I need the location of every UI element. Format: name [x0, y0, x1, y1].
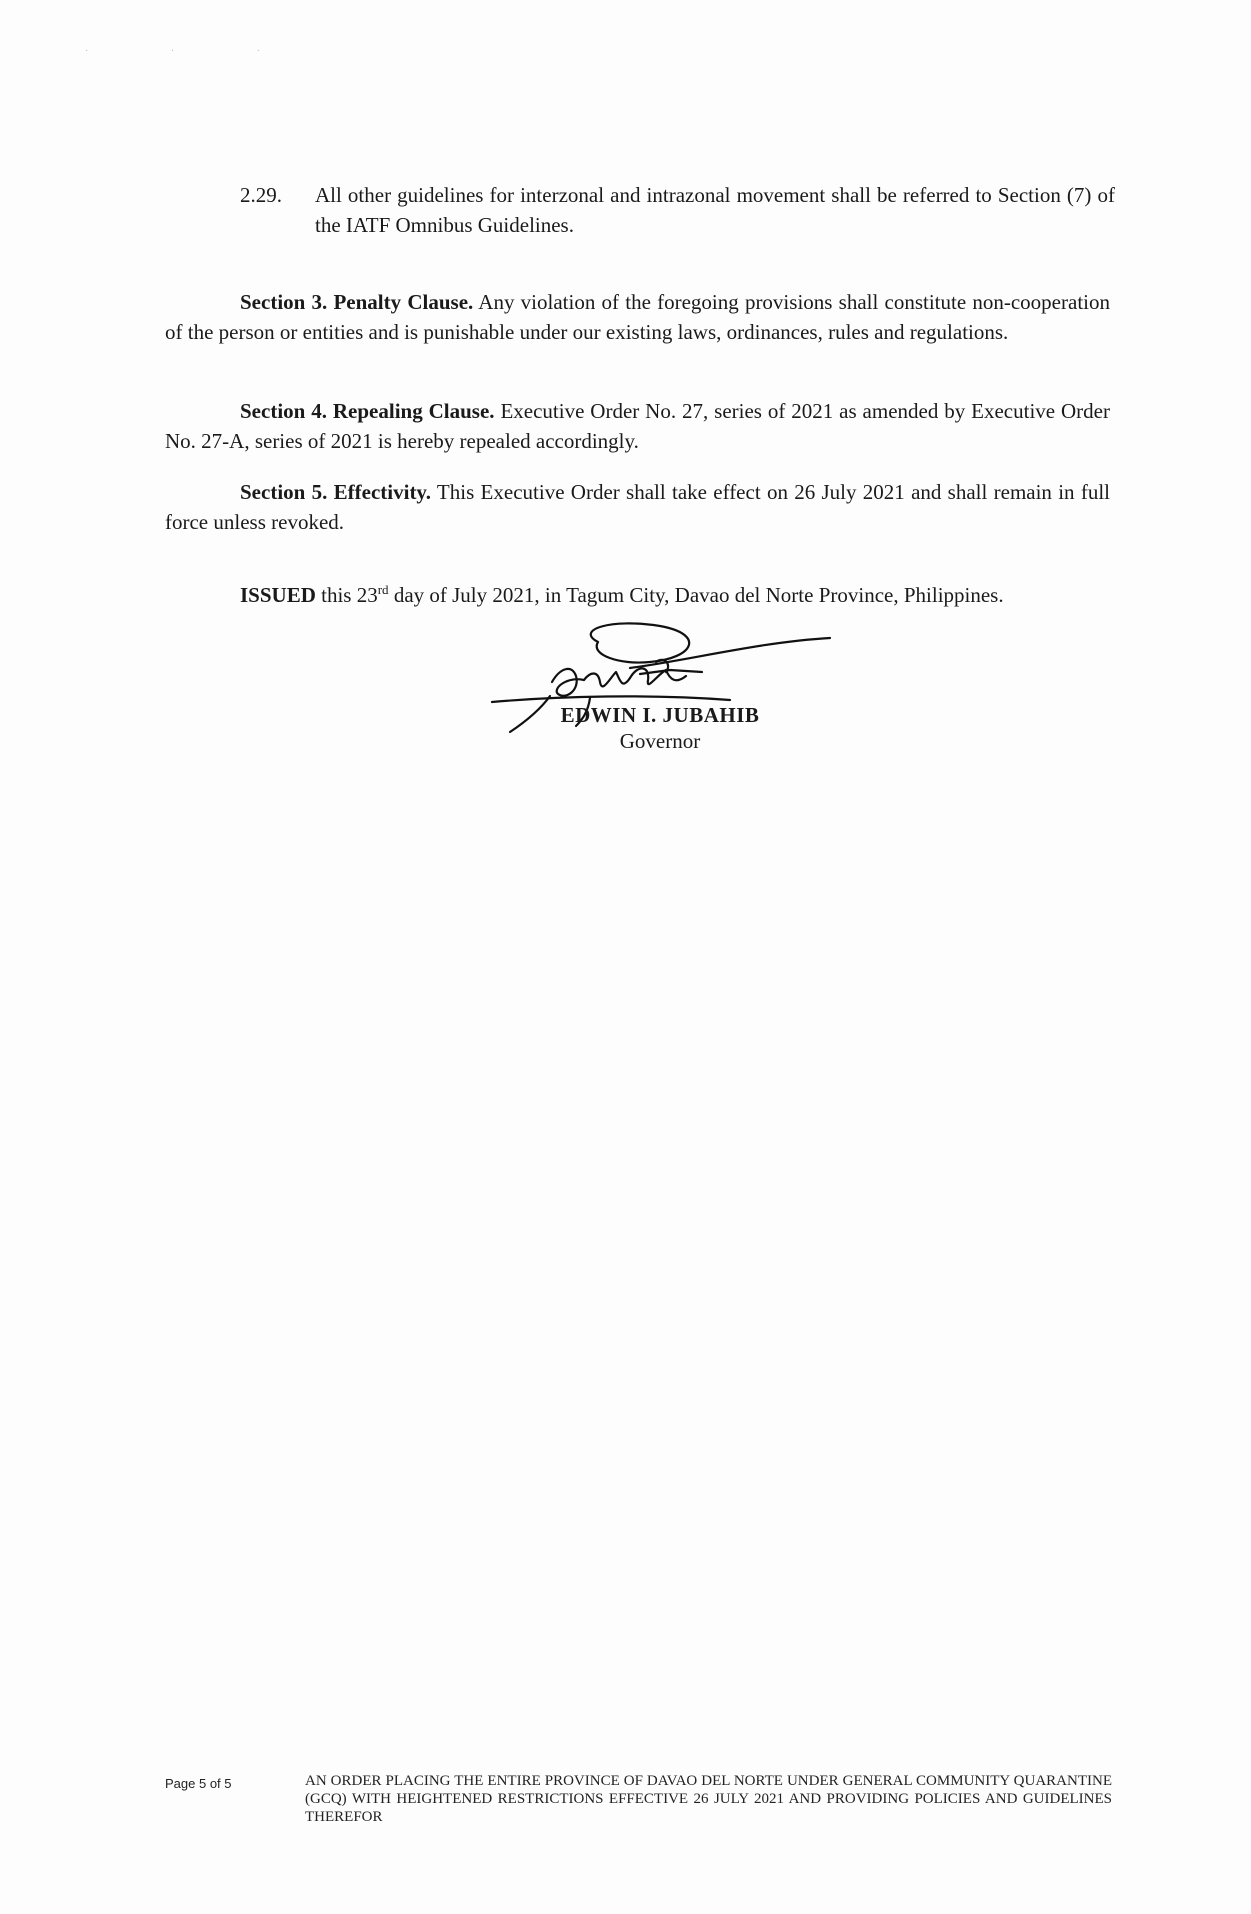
- section-3-heading: Section 3. Penalty Clause.: [240, 290, 474, 314]
- section-4-heading: Section 4. Repealing Clause.: [240, 399, 495, 423]
- footer-document-title: AN ORDER PLACING THE ENTIRE PROVINCE OF DAVAO DEL NORTE UNDER GENERAL COMMUNITY QUARANTINE (GCQ) WITH HEIGHTENED RESTRICTIONS EFFECTIVE 26 JULY 2021 AND PROVIDING POLICIES AND GUIDELINES THEREFOR: [305, 1773, 1112, 1825]
- guideline-item-2-29: [240, 180, 1115, 240]
- signature-block: [480, 620, 840, 760]
- scan-artifact-marks: · · ·: [85, 46, 300, 57]
- signatory-name: EDWIN I. JUBAHIB: [560, 703, 760, 727]
- item-number: 2.29.: [240, 183, 282, 207]
- issued-statement: [165, 580, 1110, 610]
- section-4-body: Executive Order No. 27, series of 2021 as amended by Executive Order No. 27-A, series of 2021 is hereby repealed accordingly.: [165, 399, 1110, 453]
- issued-place-part: day of July 2021, in Tagum City, Davao del Norte Province, Philippines.: [388, 583, 1004, 607]
- page-number: Page 5 of 5: [165, 1776, 232, 1791]
- section-5-heading: Section 5. Effectivity.: [240, 480, 432, 504]
- ordinal-suffix: rd: [377, 582, 389, 597]
- item-text: All other guidelines for interzonal and intrazonal movement shall be referred to Section (7) of the IATF Omnibus Guidelines.: [315, 183, 1115, 237]
- issued-date-part: this 23: [315, 583, 378, 607]
- section-4-repealing-clause: [165, 396, 1110, 456]
- section-3-penalty-clause: [165, 287, 1110, 347]
- signatory-title: Governor: [619, 729, 701, 753]
- section-5-effectivity: [165, 477, 1110, 537]
- section-5-body: This Executive Order shall take effect on 26 July 2021 and shall remain in full force unless revoked.: [165, 480, 1110, 534]
- section-3-body: Any violation of the foregoing provisions shall constitute non-cooperation of the person or entities and is punishable under our existing laws, ordinances, rules and regulations.: [165, 290, 1110, 344]
- issued-keyword: ISSUED: [240, 583, 316, 607]
